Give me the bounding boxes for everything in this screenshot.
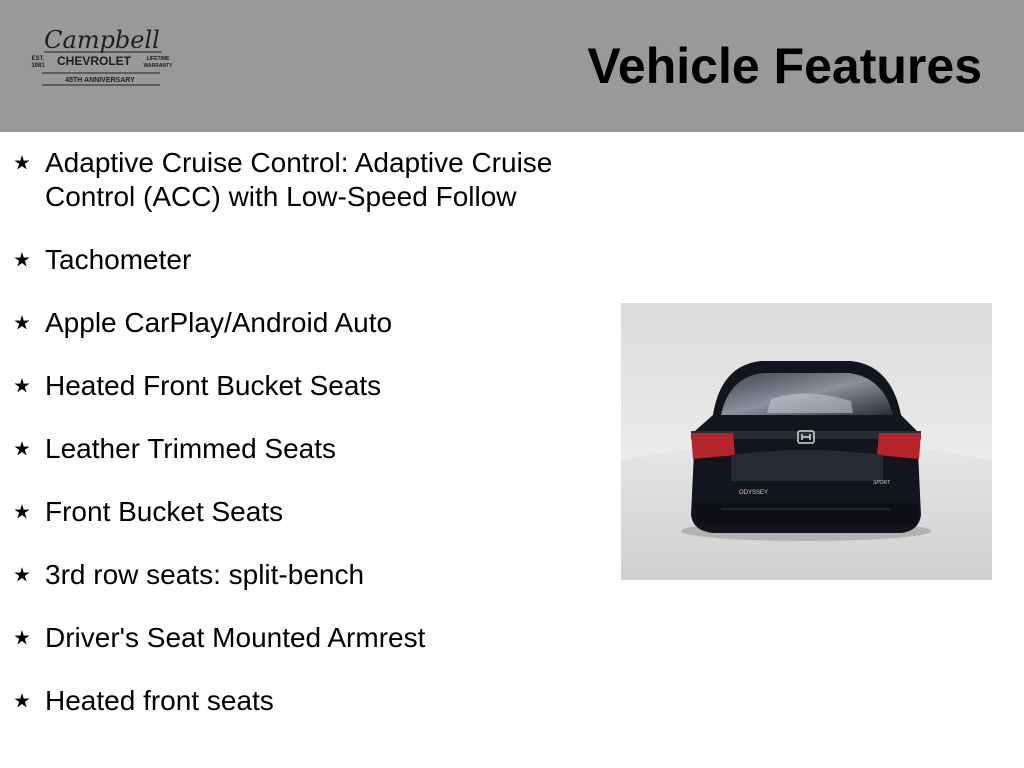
dealer-logo bbox=[24, 22, 176, 92]
logo-year-text: 1981 bbox=[31, 63, 45, 69]
feature-text: Front Bucket Seats bbox=[45, 496, 284, 527]
logo-warranty-text: WARRANTY bbox=[143, 63, 173, 69]
page-title: Vehicle Features bbox=[587, 38, 982, 94]
feature-item bbox=[0, 369, 580, 403]
logo-lifetime-text: LIFETIME bbox=[146, 56, 170, 62]
logo-script-text: Campbell bbox=[44, 26, 160, 54]
star-icon bbox=[11, 306, 33, 340]
vehicle-photo bbox=[621, 303, 992, 580]
star-icon bbox=[11, 432, 33, 466]
feature-text: Leather Trimmed Seats bbox=[45, 433, 337, 464]
star-icon bbox=[11, 558, 33, 592]
feature-item bbox=[0, 432, 580, 466]
feature-text: Heated Front Bucket Seats bbox=[45, 370, 382, 401]
star-icon bbox=[11, 684, 33, 718]
logo-brand-text: CHEVROLET bbox=[56, 54, 132, 68]
star-icon bbox=[11, 369, 33, 403]
header-bar bbox=[0, 0, 1024, 132]
star-icon bbox=[11, 243, 33, 277]
feature-text: Apple CarPlay/Android Auto bbox=[45, 307, 393, 338]
feature-item bbox=[0, 306, 580, 340]
feature-list bbox=[0, 146, 580, 747]
feature-item bbox=[0, 684, 580, 718]
feature-text: Tachometer bbox=[45, 244, 192, 275]
star-icon bbox=[11, 495, 33, 529]
feature-item bbox=[0, 495, 580, 529]
star-icon bbox=[11, 621, 33, 655]
feature-item bbox=[0, 243, 580, 277]
vehicle-model-badge: ODYSSEY bbox=[739, 490, 769, 496]
feature-text: Driver's Seat Mounted Armrest bbox=[45, 622, 426, 653]
feature-text: 3rd row seats: split-bench bbox=[45, 559, 365, 590]
feature-text: Heated front seats bbox=[45, 685, 274, 716]
vehicle-trim-badge: SPORT bbox=[873, 480, 891, 486]
logo-anniversary-text: 45TH ANNIVERSARY bbox=[65, 77, 135, 84]
star-icon bbox=[11, 146, 33, 180]
feature-item bbox=[0, 146, 580, 214]
feature-text: Adaptive Cruise Control: Adaptive Cruise Control (ACC) with Low-Speed Follow bbox=[45, 147, 553, 212]
feature-item bbox=[0, 621, 580, 655]
logo-est-text: EST. bbox=[31, 56, 45, 62]
feature-item bbox=[0, 558, 580, 592]
